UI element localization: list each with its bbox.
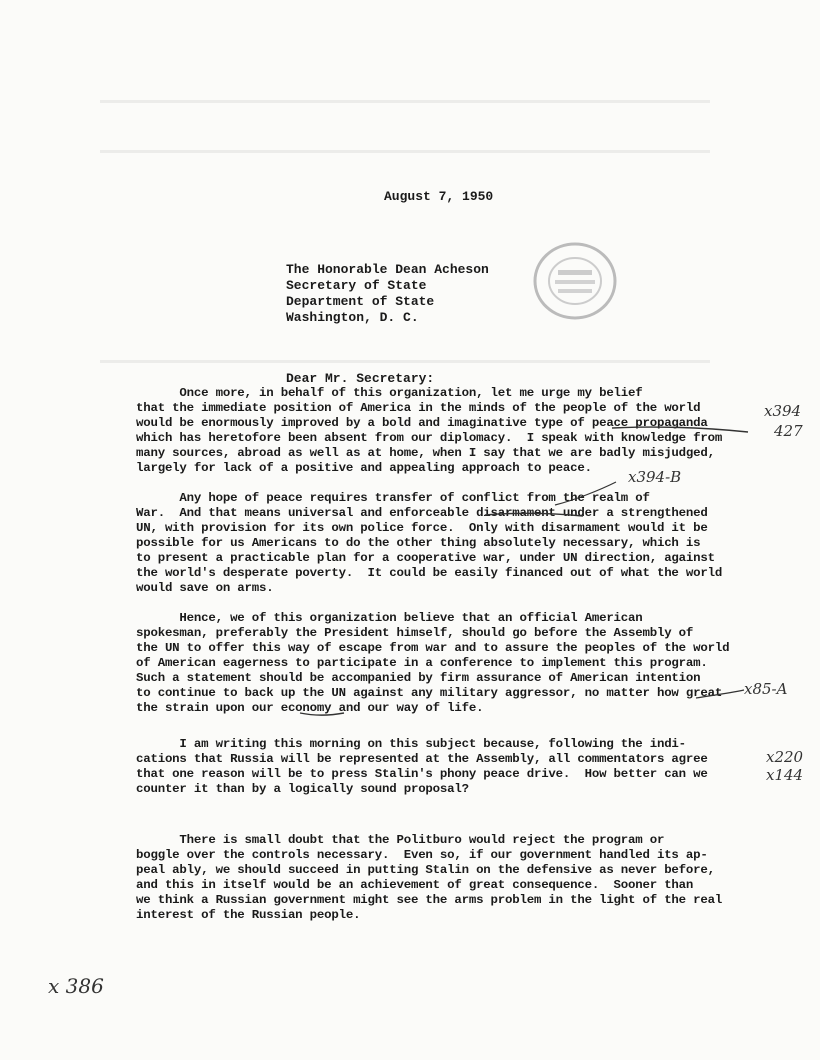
body-line: UN, with provision for its own police force. Only with disarmament would it be xyxy=(136,521,708,535)
body-line: the strain upon our economy and our way of life. xyxy=(136,701,484,715)
body-line: There is small doubt that the Politburo would reject the program or xyxy=(136,833,665,847)
handwritten-annotation: x144 xyxy=(766,766,804,784)
address-line: Secretary of State xyxy=(286,278,427,293)
body-line: and this in itself would be an achievement of great consequence. Sooner than xyxy=(136,878,694,892)
body-line: cations that Russia will be represented at the Assembly, all commentators agree xyxy=(136,752,708,766)
body-line: would save on arms. xyxy=(136,581,274,595)
body-line: I am writing this morning on this subject because, following the indi- xyxy=(136,737,686,751)
body-line: we think a Russian government might see the arms problem in the light of the real xyxy=(136,893,723,907)
body-line: largely for lack of a positive and appealing approach to peace. xyxy=(136,461,592,475)
body-line: which has heretofore been absent from our diplomacy. I speak with knowledge from xyxy=(136,431,723,445)
body-line: interest of the Russian people. xyxy=(136,908,361,922)
body-line: to present a practicable plan for a cooperative war, under UN direction, against xyxy=(136,551,715,565)
government-stamp xyxy=(530,240,620,322)
address-line: Department of State xyxy=(286,294,435,309)
handwritten-annotation: x394 xyxy=(764,402,802,420)
address-line: Washington, D. C. xyxy=(286,310,419,325)
body-line: Any hope of peace requires transfer of conflict from the realm of xyxy=(136,491,650,505)
bleed-through-line xyxy=(100,360,710,363)
address-line: The Honorable Dean Acheson xyxy=(286,262,489,277)
letter-date: August 7, 1950 xyxy=(384,189,494,204)
body-line: possible for us Americans to do the other thing absolutely necessary, which is xyxy=(136,536,701,550)
body-line: Hence, we of this organization believe that an official American xyxy=(136,611,643,625)
bleed-through-line xyxy=(100,150,710,153)
body-line: Once more, in behalf of this organization, let me urge my belief xyxy=(136,386,643,400)
handwritten-annotation: x85-A xyxy=(744,680,788,698)
bleed-through-line xyxy=(100,100,710,103)
body-line: of American eagerness to participate in a conference to implement this program. xyxy=(136,656,708,670)
body-line: the world's desperate poverty. It could be easily financed out of what the world xyxy=(136,566,723,580)
body-line: would be enormously improved by a bold and imaginative type of peace propaganda xyxy=(136,416,708,430)
handwritten-annotation: x394-B xyxy=(628,468,682,486)
body-line: War. And that means universal and enforceable disarmament under a strengthened xyxy=(136,506,708,520)
body-line: many sources, abroad as well as at home, when I say that we are badly misjudged, xyxy=(136,446,715,460)
body-line: to continue to back up the UN against any military aggressor, no matter how great xyxy=(136,686,723,700)
body-line: counter it than by a logically sound proposal? xyxy=(136,782,469,796)
body-line: peal ably, we should succeed in putting Stalin on the defensive as never before, xyxy=(136,863,715,877)
salutation: Dear Mr. Secretary: xyxy=(286,371,435,386)
handwritten-annotation: x 386 xyxy=(48,974,104,998)
body-line: that one reason will be to press Stalin's phony peace drive. How better can we xyxy=(136,767,708,781)
handwritten-annotation: 427 xyxy=(774,422,803,440)
body-line: the UN to offer this way of escape from war and to assure the peoples of the world xyxy=(136,641,730,655)
handwritten-annotation: x220 xyxy=(766,748,804,766)
body-line: that the immediate position of America in the minds of the people of the world xyxy=(136,401,701,415)
body-line: Such a statement should be accompanied by firm assurance of American intention xyxy=(136,671,701,685)
body-line: boggle over the controls necessary. Even so, if our government handled its ap- xyxy=(136,848,708,862)
body-line: spokesman, preferably the President himself, should go before the Assembly of xyxy=(136,626,694,640)
